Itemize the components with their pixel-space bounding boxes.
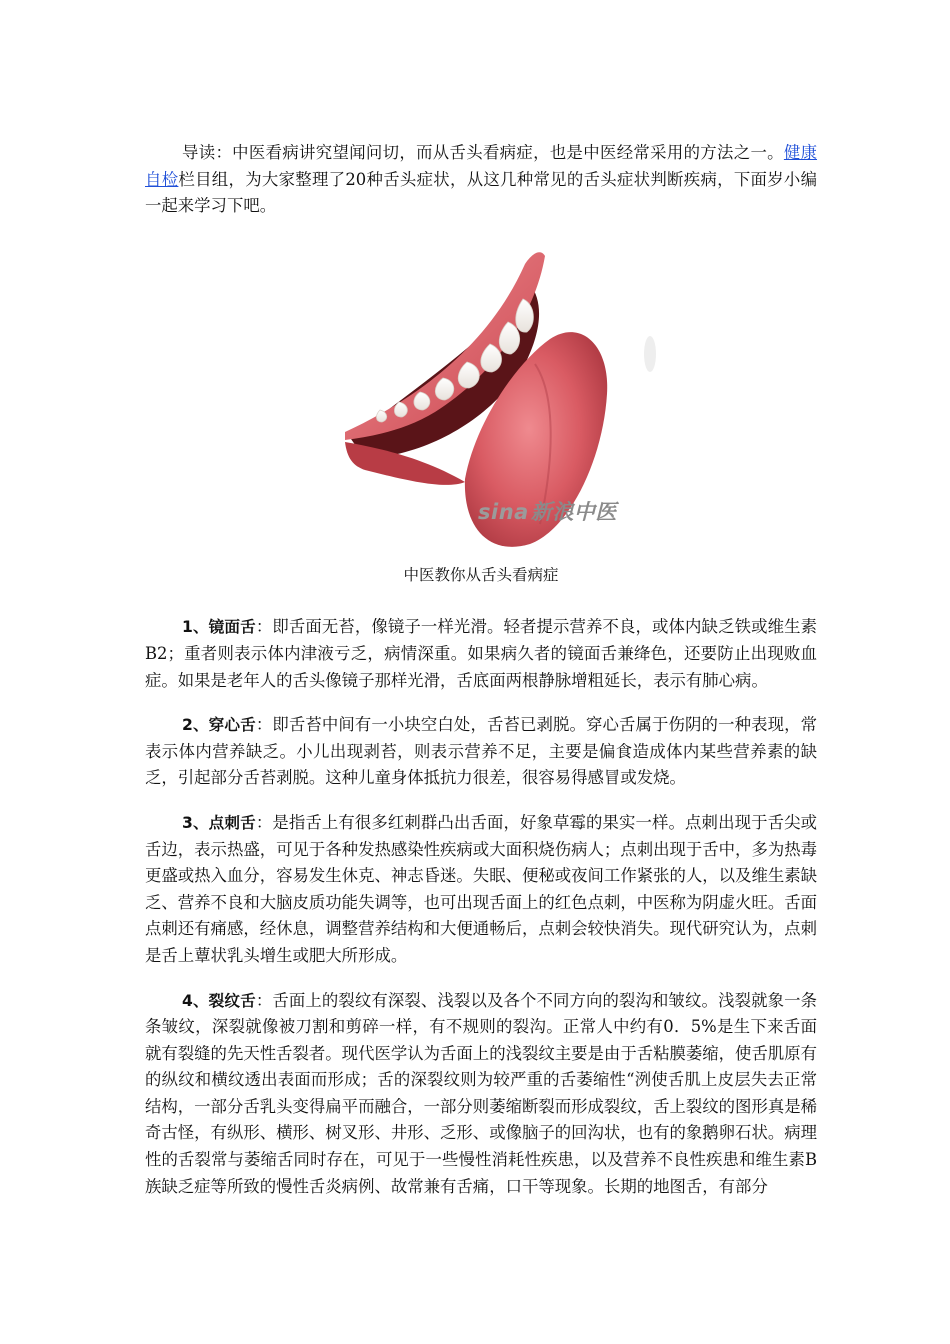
health-check-link[interactable]: 健康自检 [145,143,818,189]
item-prickled-tongue [145,810,817,970]
item-body: ：即舌苔中间有一小块空白处，舌苔已剥脱。穿心舌属于伤阴的一种表现，常表示体内营养缺乏。小儿出现剥苔，则表示营养不足，主要是偏食造成体内某些营养素的缺乏，引起部分舌苔剥脱。这种儿童身体抵抗力很差，很容易得感冒或发烧。 [145,715,818,788]
item-mirror-tongue [145,614,817,694]
item-fissured-tongue [145,988,817,1201]
intro-prefix: 导读：中医看病讲究望闻问切，而从舌头看病症，也是中医经常采用的方法之一。 [182,143,784,162]
item-body: ：舌面上的裂纹有深裂、浅裂以及各个不同方向的裂沟和皱纹。浅裂就象一条条皱纹，深裂就像被刀割和剪碎一样，有不规则的裂沟。正常人中约有0．5%是生下来舌面就有裂缝的先天性舌裂者。现代医学认为舌面上的浅裂纹主要是由于舌粘膜萎缩，使舌肌原有的纵纹和横纹透出表面而形成；舌的深裂纹则为较严重的舌萎缩性“洌使舌肌上皮层失去正常结构，一部分舌乳头变得扁平而融合，一部分则萎缩断裂而形成裂纹，舌上裂纹的图形真是稀奇古怪，有纵形、横形、树叉形、井形、乏形、或像脑子的回沟状，也有的象鹅卵石状。病理性的舌裂常与萎缩舌同时存在，可见于一些慢性消耗性疾患，以及营养不良性疾患和维生素B族缺乏症等所致的慢性舌炎病例、故常兼有舌痛，口干等现象。长期的地图舌，有部分 [145,990,818,1196]
item-heading: 4、裂纹舌 [182,991,256,1010]
sina-logo-text: sina [478,499,529,524]
tongue-illustration [145,244,817,549]
item-heading: 3、点刺舌 [182,813,256,832]
figure-caption: 中医教你从舌头看病症 [403,565,559,584]
intro-suffix: 栏目组，为大家整理了20种舌头症状，从这几种常见的舌头症状判断疾病，下面岁小编一起来学习下吧。 [145,169,818,216]
item-heading: 2、穿心舌 [182,716,256,735]
item-body: ：即舌面无苔，像镜子一样光滑。轻者提示营养不良，或体内缺乏铁或维生素B2；重者则表示体内津液亏乏，病情深重。如果病久者的镜面舌兼绛色，还要防止出现败血症。如果是老年人的舌头像镜子那样光滑，舌底面两根静脉增粗延长，表示有肺心病。 [145,617,818,690]
item-peeled-center-tongue [145,712,817,792]
document-page [145,140,817,1218]
item-heading: 1、镜面舌 [182,618,256,637]
intro-paragraph [145,140,817,220]
item-body: ：是指舌上有很多红刺群凸出舌面，好象草霉的果实一样。点刺出现于舌尖或舌边，表示热盛，可见于各种发热感染性疾病或大面积烧伤病人；点刺出现于舌中，多为热毒更盛或热入血分，容易发生休克、神志昏迷。失眠、便秘或夜间工作紧张的人，以及维生素缺乏、营养不良和大脑皮质功能失调等，也可出现舌面上的红色点刺，中医称为阴虚火旺。舌面点刺还有痛感，经休息，调整营养结构和大便通畅后，点刺会较快消失。现代研究认为，点刺是舌上蕈状乳头增生或肥大所形成。 [145,812,818,965]
sina-channel-name: 新浪中医 [530,499,617,524]
sina-watermark [478,496,617,526]
